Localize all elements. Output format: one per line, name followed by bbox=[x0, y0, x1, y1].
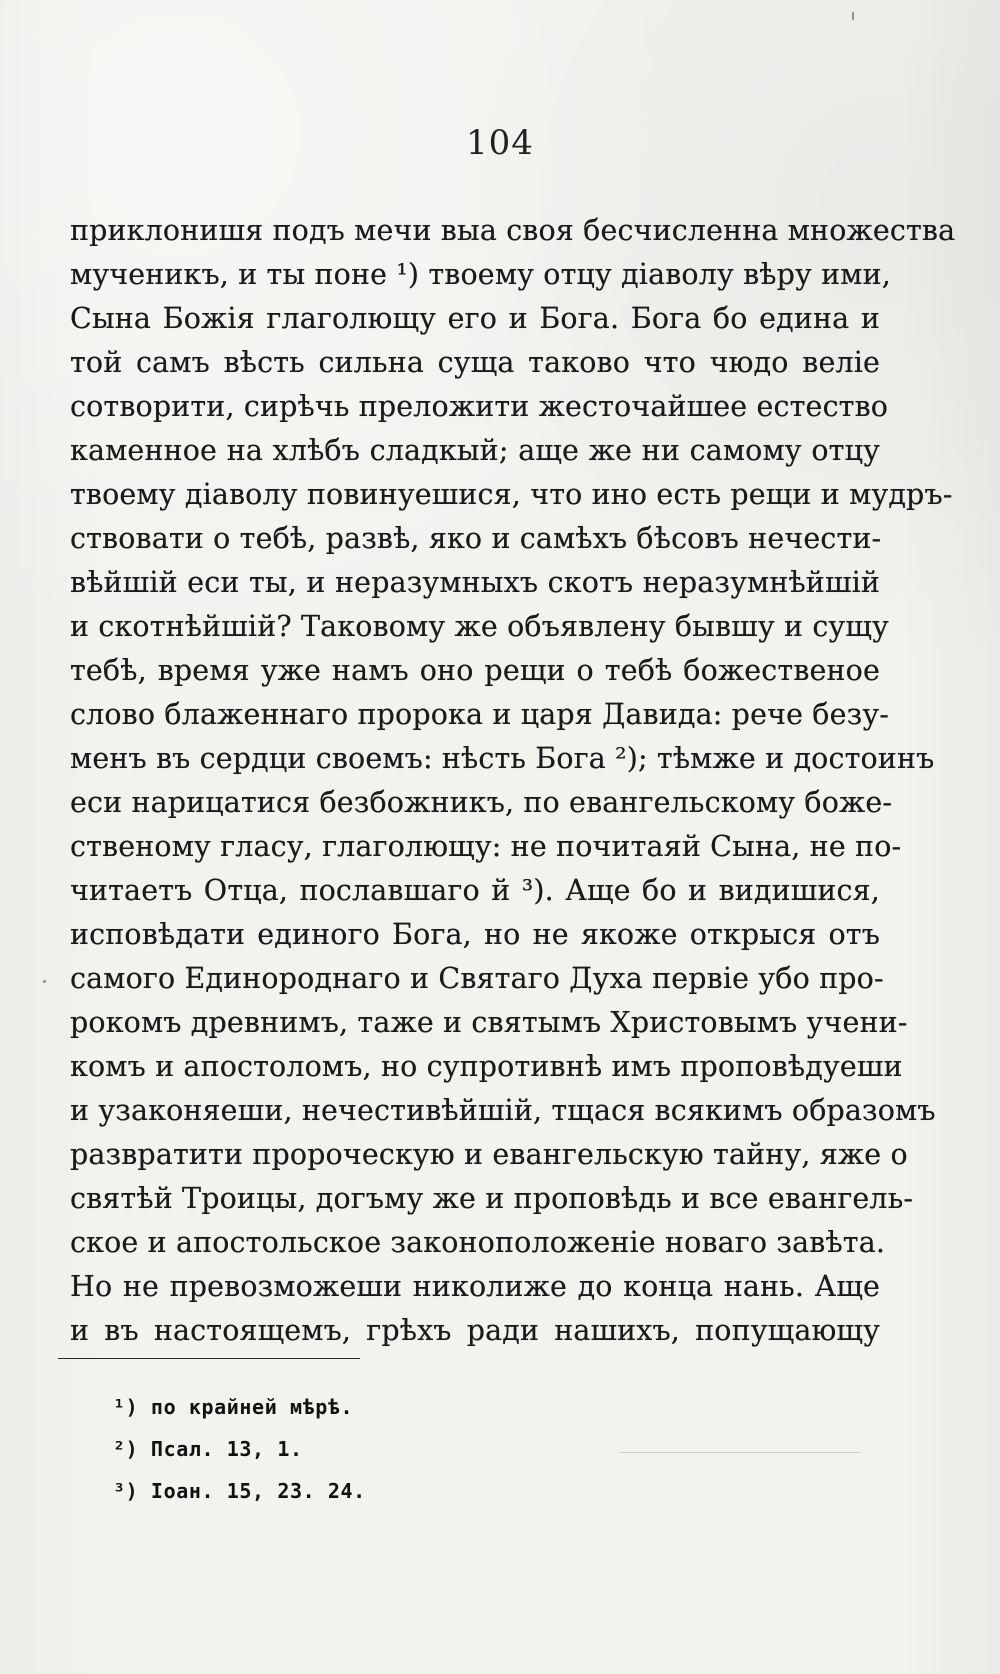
body-text-line: вѣйшій еси ты, и неразумныхъ скотъ неразумнѣйшій bbox=[70, 566, 880, 599]
body-text-line: и скотнѣйшій? Таковому же объявлену бывшу и сущу bbox=[70, 610, 889, 643]
body-text-line: сотворити, сирѣчь преложити жесточайшее естество bbox=[70, 390, 889, 423]
main-text-block bbox=[70, 209, 956, 1353]
paper-speck bbox=[43, 980, 46, 983]
body-text-line: мученикъ, и ты поне ¹) твоему отцу діаволу вѣру ими, bbox=[70, 258, 891, 291]
footnotes-block bbox=[113, 1386, 443, 1512]
body-text-line: менъ въ сердци своемъ: нѣсть Бога ²); тѣмже и достоинъ bbox=[70, 742, 935, 775]
body-text-line: читаетъ Отца, пославшаго й ³). Аще бо и видишися, bbox=[70, 874, 880, 907]
body-text-line: тебѣ, время уже намъ оно рещи о тебѣ божественое bbox=[70, 654, 880, 687]
body-text-line: комъ и апостоломъ, но супротивнѣ имъ проповѣдуеши bbox=[70, 1050, 903, 1083]
body-text-line: Сына Божія глаголющу его и Бога. Бога бо едина и bbox=[70, 302, 880, 335]
body-text-line: святѣй Троицы, догъму же и проповѣдь и все евангель- bbox=[70, 1182, 914, 1215]
body-text-line: самого Единороднаго и Святаго Духа первіе убо про- bbox=[70, 962, 884, 995]
body-text-line: твоему діаволу повинуешися, что ино есть рещи и мудръ- bbox=[70, 478, 953, 511]
body-text-line: и въ настоящемъ, грѣхъ ради нашихъ, попущающу bbox=[70, 1314, 880, 1347]
paper-speck bbox=[852, 12, 854, 20]
body-text-line: исповѣдати единого Бога, но не якоже открыся отъ bbox=[70, 918, 880, 951]
body-text-line: слово блаженнаго пророка и царя Давида: рече безу- bbox=[70, 698, 890, 731]
footnote: ³) Іоан. 15, 23. 24. bbox=[113, 1479, 366, 1503]
body-text-line: и узаконяеши, нечестивѣйшій, тщася всякимъ образомъ bbox=[70, 1094, 936, 1127]
body-text-line: ствовати о тебѣ, развѣ, яко и самѣхъ бѣсовъ нечести- bbox=[70, 522, 882, 555]
show-through-rule bbox=[620, 1452, 860, 1453]
footnote: ¹) по крайней мѣрѣ. bbox=[113, 1395, 354, 1419]
page-number: 104 bbox=[466, 123, 534, 163]
body-text-line: ственому гласу, глаголющу: не почитаяй Сына, не по- bbox=[70, 830, 902, 863]
body-text-line: развратити пророческую и евангельскую тайну, яже о bbox=[70, 1138, 908, 1171]
body-text-line: рокомъ древнимъ, таже и святымъ Христовымъ учени- bbox=[70, 1006, 908, 1039]
footnote-separator bbox=[58, 1358, 360, 1359]
footnote: ²) Псал. 13, 1. bbox=[113, 1437, 303, 1461]
body-text-line: каменное на хлѣбъ сладкый; аще же ни самому отцу bbox=[70, 434, 880, 467]
body-text-line: Но не превозможеши николиже до конца нань. Аще bbox=[70, 1270, 880, 1303]
body-text-line: еси нарицатися безбожникъ, по евангельскому боже- bbox=[70, 786, 893, 819]
body-text-line: приклонишя подъ мечи выа своя бесчисленна множества bbox=[70, 214, 956, 247]
body-text-line: той самъ вѣсть сильна суща таково что чюдо веліе bbox=[70, 346, 880, 379]
body-text-line: ское и апостольское законоположеніе новаго завѣта. bbox=[70, 1226, 886, 1259]
